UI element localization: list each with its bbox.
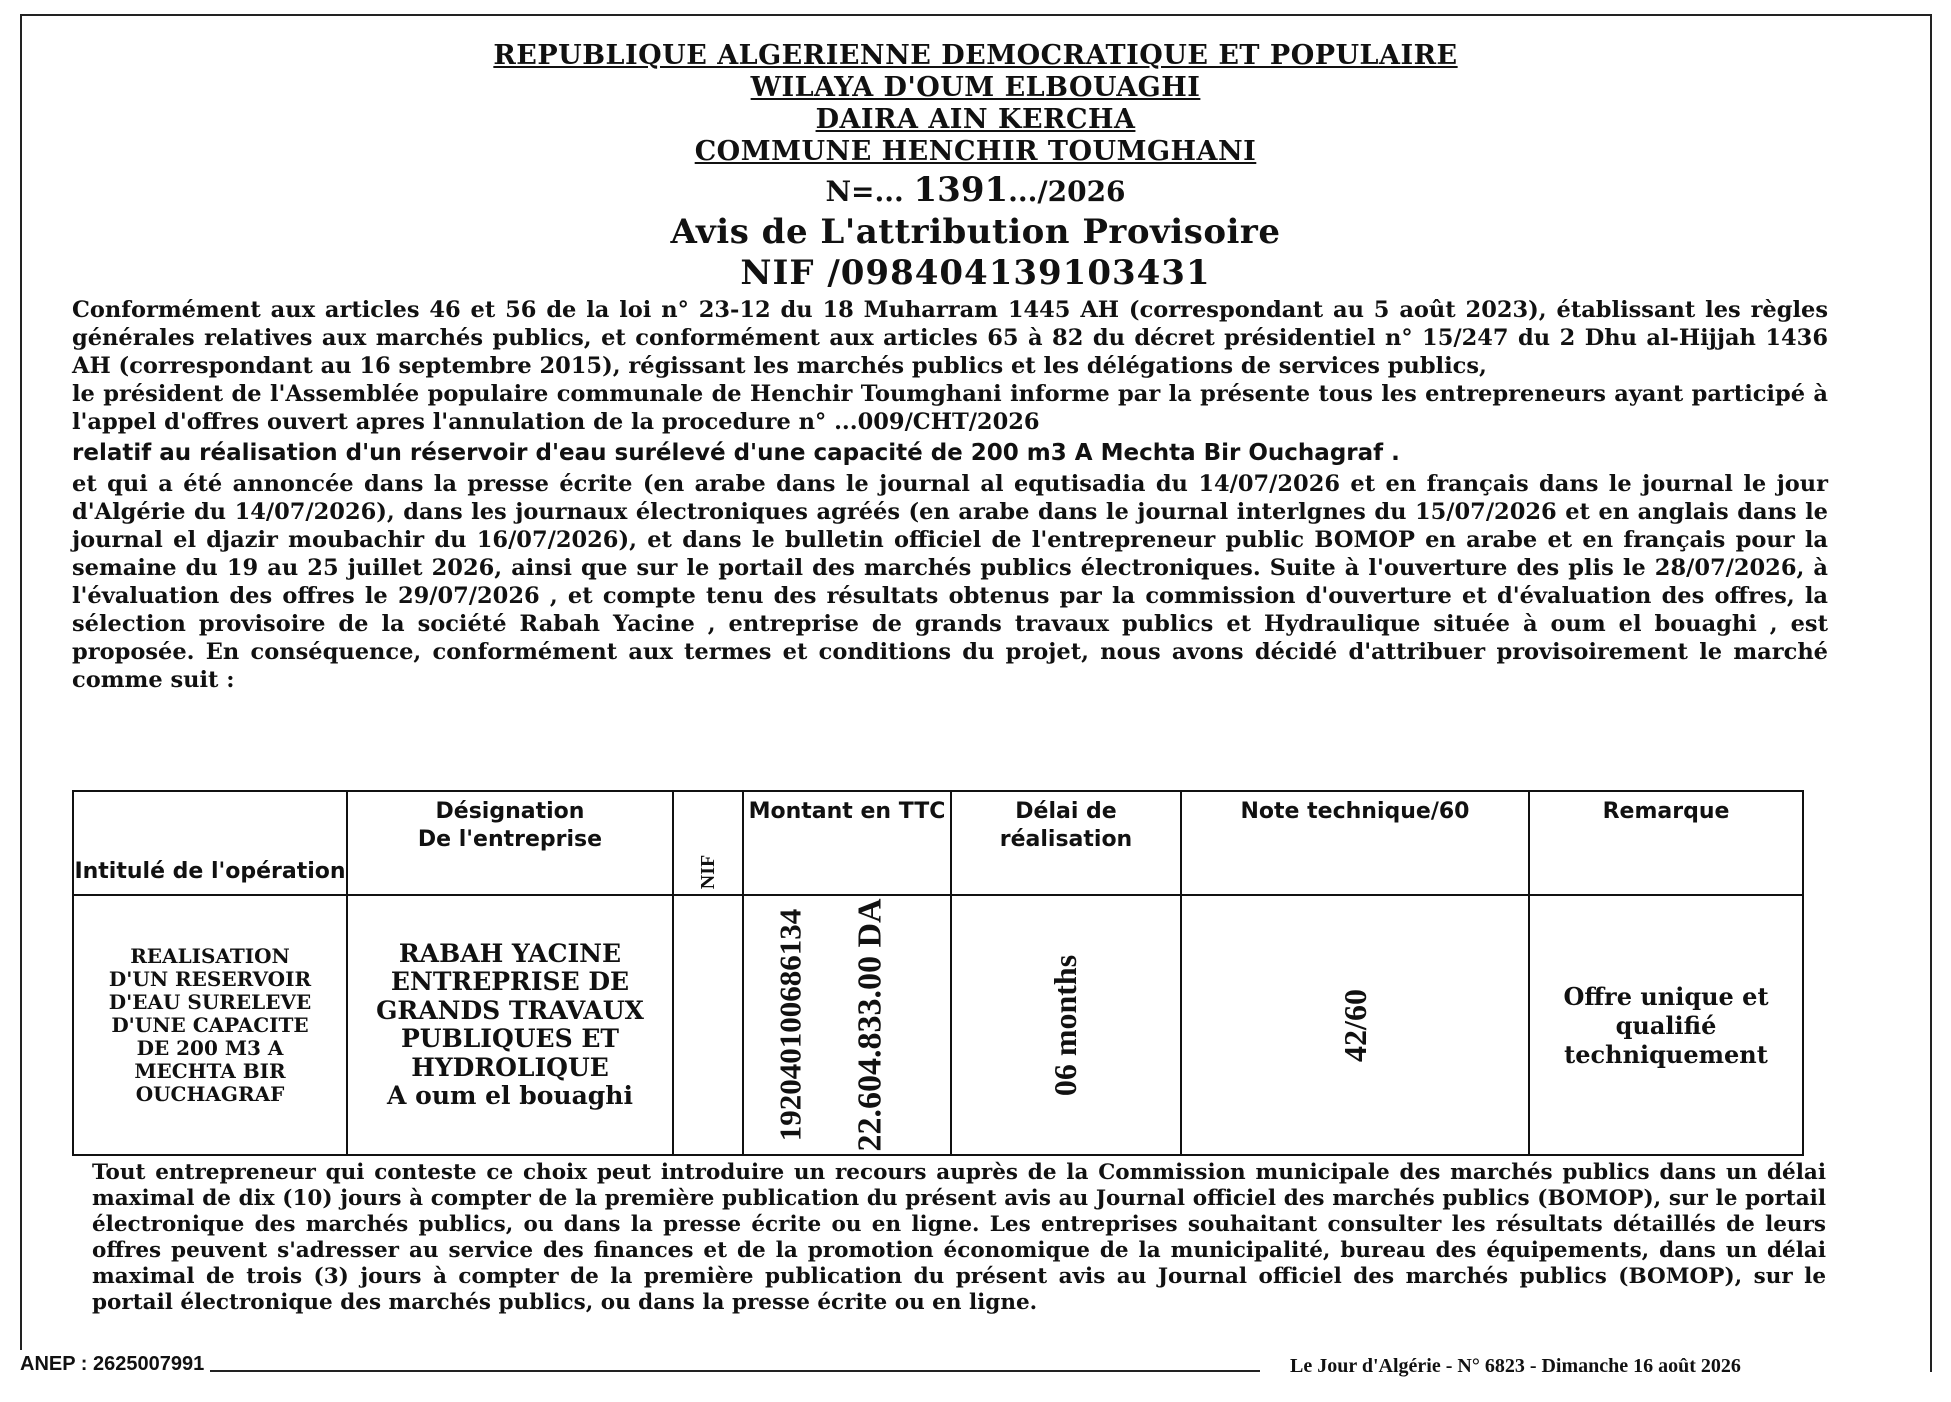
- cell-montant-value: 22.604.833.00 DA: [851, 898, 889, 1152]
- header-daira: DAIRA AIN KERCHA: [815, 104, 1136, 135]
- cell-remarque: Offre unique et qualifié techniquement: [1529, 895, 1803, 1155]
- appeal-paragraph: Tout entrepreneur qui conteste ce choix peut introduire un recours auprès de la Commission municipale des marchés publics dans un délai maximal de dix (10) jours à compter de la première publication du présent avis au Journal officiel des marchés publics (BOMOP), sur le portail électronique des marchés publics, ou dans la presse écrite ou en ligne. Les entreprises souhaitant consulter les résultats détaillés de leurs offres peuvent s'adresser au service des finances et de la promotion économique de la municipalité, bureau des équipements, dans un délai maximal de trois (3) jours à compter de la première publication du présent avis au Journal officiel des marchés publics (BOMOP), sur le portail électronique des marchés publics, ou dans la presse écrite ou en ligne.: [92, 1160, 1826, 1315]
- notice-header: [0, 40, 1951, 294]
- intro-paragraph-legal: Conformément aux articles 46 et 56 de la loi n° 23-12 du 18 Muharram 1445 AH (correspondant au 5 août 2023), établissant les règles générales relatives aux marchés publics, et conformément aux articles 65 à 82 du décret présidentiel n° 15/247 du 2 Dhu al-Hijjah 1436 AH (correspondant au 16 septembre 2015), régissant les marchés publics et les délégations de services publics,: [72, 297, 1828, 379]
- header-note: Note technique/60: [1181, 791, 1529, 895]
- cell-delai-value: 06 months: [1047, 954, 1084, 1096]
- appeal-text: [92, 1160, 1826, 1316]
- header-remarque: Remarque: [1529, 791, 1803, 895]
- award-table-header-row: [73, 791, 1803, 895]
- intro-paragraph-president: le président de l'Assemblée populaire communale de Henchir Toumghani informe par la présente tous les entrepreneurs ayant participé à l'appel d'offres ouvert apres l'annulation de la procedure n° ...009/CHT/2026: [72, 381, 1828, 435]
- table-row: [73, 895, 1803, 1155]
- header-operation: Intitulé de l'opération: [73, 791, 347, 895]
- cell-entreprise: RABAH YACINE ENTREPRISE DE GRANDS TRAVAUX PUBLIQUES ET HYDROLIQUE A oum el bouaghi: [347, 895, 673, 1155]
- cell-nif-value: 192040100686134: [772, 908, 808, 1142]
- publication-source: Le Jour d'Algérie - N° 6823 - Dimanche 16 août 2026: [1290, 1355, 1741, 1377]
- notice-number-prefix: N=...: [825, 175, 914, 208]
- cell-nif: [673, 895, 808, 1155]
- cell-entreprise-location: A oum el bouaghi: [387, 1081, 633, 1110]
- header-wilaya: WILAYA D'OUM ELBOUAGHI: [750, 72, 1201, 103]
- notice-number-suffix: .../2026: [1008, 175, 1126, 208]
- notice-number: [0, 170, 1951, 212]
- cell-note: [1181, 895, 1529, 1155]
- notice-number-value: 1391: [913, 170, 1009, 210]
- award-table: [72, 790, 1804, 1156]
- header-montant: Montant en TTC: [743, 791, 951, 895]
- cell-operation: REALISATION D'UN RESERVOIR D'EAU SURELEVE D'UNE CAPACITE DE 200 M3 A MECHTA BIR OUCHAGRAF: [73, 895, 347, 1155]
- cell-note-value: 42/60: [1336, 988, 1373, 1062]
- frame-top-border: [20, 14, 1930, 16]
- header-delai: Délai de réalisation: [951, 791, 1181, 895]
- header-nif: [673, 791, 743, 895]
- header-entreprise: Désignation De l'entreprise: [347, 791, 673, 895]
- anep-reference: ANEP : 2625007991: [20, 1350, 210, 1378]
- header-commune: COMMUNE HENCHIR TOUMGHANI: [694, 136, 1257, 167]
- intro-paragraph-details: et qui a été annoncée dans la presse écrite (en arabe dans le journal al equtisadia du 14/07/2026 et en français dans le journal le jour d'Algérie du 14/07/2026), dans les journaux électroniques agréés (en arabe dans le journal interlgnes du 15/07/2026 et en anglais dans le journal el djazir moubachir du 16/07/2026), et dans le bulletin officiel de l'entrepreneur public BOMOP en arabe et en français pour la semaine du 19 au 25 juillet 2026, ainsi que sur le portail des marchés publics électroniques. Suite à l'ouverture des plis le 28/07/2026, à l'évaluation des offres le 29/07/2026 , et compte tenu des résultats obtenus par la commission d'ouverture et d'évaluation des offres, la sélection provisoire de la société Rabah Yacine , entreprise de grands travaux publics et Hydraulique située à oum el bouaghi , est proposée. En conséquence, conformément aux termes et conditions du projet, nous avons décidé d'attribuer provisoirement le marché comme suit :: [72, 471, 1828, 693]
- intro-paragraph-object: relatif au réalisation d'un réservoir d'eau surélevé d'une capacité de 200 m3 A Mechta Bir Ouchagraf .: [72, 440, 1400, 466]
- header-republic: REPUBLIQUE ALGERIENNE DEMOCRATIQUE ET POPULAIRE: [493, 40, 1458, 71]
- notice-title: Avis de L'attribution Provisoire: [670, 212, 1281, 252]
- cell-delai: [951, 895, 1181, 1155]
- header-nif-label: NIF: [696, 854, 719, 890]
- intro-text: [72, 296, 1828, 694]
- notice-nif: NIF /098404139103431: [740, 253, 1211, 293]
